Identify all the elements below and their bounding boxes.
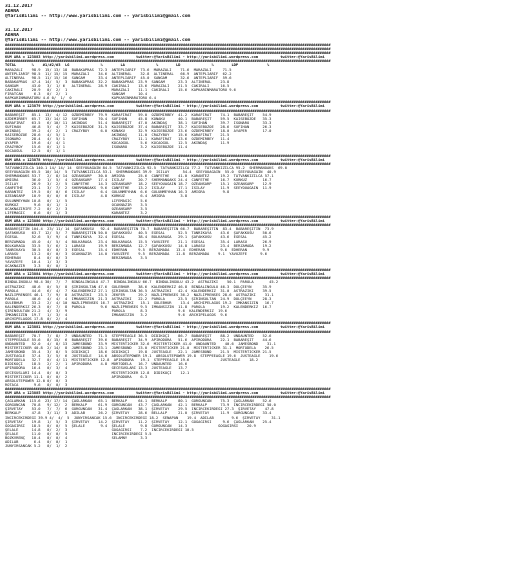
table-row: ABSOLUTEPOWER 12.0 0/ 0/ 3	[5, 378, 68, 383]
table-row: ŞIRVETAY 53.0 7/ 7/ 6 GÖRGÜNCAN 31.4 ÇAĞLARKAN 38.1 ŞIRVETAY 29.5 INCIRCEKIRDEĞI 27.3 ŞIRVETAY 47.8	[5, 407, 274, 412]
table-row: TANRIKAYA 30.5 0/ 0/ 3 EGESAL 15.4 EDHERAN 9.5 BERZAMADA 13.4 EDHERAN 9.6 EDHERAN 9.9	[5, 247, 270, 252]
hash-rule: ######################################################################################################################################################	[5, 395, 331, 400]
table-row: AKINDAŞ 39.2 4/ 2/ 1 CRAZYBOY 6.0 KONAKU 32.9 KAISEBOZOE 23.6 ÖZDEMIRBEY 18.0 AYAPER 17.0	[5, 128, 272, 133]
table-row: MISTERTICKER 11.1 0/ 0/ 2 APIRODORA 6.3	[5, 374, 148, 379]
table-row: BERZAMADA 45.0 4/ 5/ 4 BOLKARAĞA 23.4 BOLKARAĞA 15.5 YAVUZEFE 21.1 EGESAL 35.4 LARASU 26.9	[5, 239, 272, 244]
race-header: KUM ARA = 123885 http://yarisbilimi.wordpress.com twitter:@YarisBilimi - http://yarisbilimi.wordpress.com twitter:@YarisBilimi	[5, 390, 325, 395]
table-row: GÜLÜNMEYHAN 10.8 0/ 1/ 5 LIFEMAGIC 5.6	[5, 198, 148, 203]
hash-rule: ######################################################################################################################################################	[5, 47, 331, 52]
hash-rule: ######################################################################################################################################################	[5, 153, 331, 158]
spacer	[5, 19, 523, 28]
table-row: AMIGRA 36.0 1/ 5/ 4 ÖZEANSARP 17.4 ISILAY 20.7 SHERMANOAKS 24.4 CANFETHE 16.7 KÜRKÜZ 16.7	[5, 178, 272, 183]
race-header: KUM ARA = 123881 http://yarisbilimi.wordpress.com twitter:@YarisBilimi - http://yarisbilimi.wordpress.com twitter:@YarisBilimi	[5, 325, 325, 330]
hash-rule: ######################################################################################################################################################	[5, 329, 331, 334]
table-row: KARANTEZ 19.5 0/ 0/ 6 ISILAY 6.4 GÜLÜNMEYHAN 6.6 GÜLÜNMEYHAN 16.3 AMIGRA 9.8	[5, 190, 230, 195]
table-row: BINDALINGÜLÜ 98.4 30/ 7/ 7 BINDALINGÜLÜ 47.7 BINDALINGÜLÜ 66.7 BINDALINGÜLÜ 43.2 ASTRAZIKI 50.1 PAROLA 45.2	[5, 280, 279, 285]
race-header: KUM ARA = 123878 http://yarisbilimi.wordpress.com twitter:@YarisBilimi - http://yarisbilimi.wordpress.com twitter:@YarisBilimi	[5, 157, 325, 162]
table-row: BOZKVRENÇ 10.4 0/ 0/ 4 SELAMNY 3.3	[5, 436, 148, 440]
table-row: CRAZYBOY 15.6 0/ 1/ 1 ISONARO 3.2 KAISEBOZOE 11.4	[5, 145, 188, 150]
table-row: ŞELALE 14.8 0/ 2/ 3 GÖĞAĞIRSI 7.2 INCIRCEKIRDEĞI 10.5	[5, 427, 194, 432]
hash-rule: ######################################################################################################################################################	[5, 161, 331, 166]
table-row: GÜLEBHUR 33.2 2/ 4/ 10 NAZLIPRENSES 16.7 ASTRAZIKI 15.1 GÜLEBHUR 13.4 ARCHIPELAGOS 19.2 IMKANSIZIN 16.7	[5, 300, 274, 305]
table-row: BOLKARAĞA 33.5 5/ 6/ 1 LARASU 19.9 BERZAMADA 12.7 ŞAFAKKUSU 14.8 LARASU 23.4 BERZAMADA 19.2	[5, 243, 272, 248]
table-row: KAISEBOZOE 28.6 4/ 5/ 1 AKINDAŞ 11.0 CRAZYBOY 15.6 KARAFIRAT 21.5	[5, 133, 230, 138]
table-row: MISTERTICKER 40.8 2/ 14/ 8 JAMESBOND 23.1 JAMESBOND 23.0 MISTERTICKER 21.0 MISTERTICKER 31.1 MORTODELA 26.5	[5, 345, 274, 350]
hash-rule: ######################################################################################################################################################	[5, 51, 331, 56]
race-header: KUM ARA = 123884 http://yarisbilimi.wordpress.com twitter:@YarisBilimi - http://yarisbilimi.wordpress.com twitter:@YarisBilimi	[5, 272, 325, 277]
table-row: BABAKAPRAS 47.4 14/ 5/ 3 BABAKAPRAS 32.2 BABAKAPRAS 23.9 SANGAM 23.3 ALTINERAL 23.8	[5, 79, 230, 84]
table-row: OCAKNAZIRIFE 7.2 0/ 2/ 3 ÖZEANSARP 3.5	[5, 206, 148, 211]
table-row: ÇAĞLARKAN 115.6 23/ 17/ 14 ÇAĞLARKAN 65.1 BERKALP 64.1 BERKALP 80.1 GÖRGÜNCAN 75.3 ÇAĞLARKAN 52.6	[5, 399, 272, 404]
table-row: TATVANKIZILCA 140.1 14/ 14/ 14 SEEYOUAGAIN 84.5 TATVANKIZILCA 92.5 TATVANKIZILCA 77.2 TATVANKIZILCA 95.2 SHERMANOAKS 69.0	[5, 165, 287, 170]
hash-rule: ######################################################################################################################################################	[5, 223, 331, 228]
table-row: GÖRGÜNCAN 70.8 9/ 12/ 2 BERKALP 61.9 GÖRGÜNCAN 43.7 ÇAĞLARKAN 42.1 BERKALP 73.9 INCIRCEKIRDEĞI 50.0	[5, 403, 276, 408]
table-row: TOTAL % #1/#2/#3 LG % LA % LD % LDP %	[5, 63, 270, 68]
table-row: JAMESBOND 35.4 3/ 8/ 5 DIDIKOÇI 18.6 DIDIKOÇI 19.8 JUSTEAGLE 22.1 JAMESBOND 21.5 MISTERTICKER 21.5	[5, 350, 272, 355]
table-row: PAROLA 40.6 4/ 4/ 4 IMKANSIZIN 21.3 ASTRAZIKI 22.2 PAROLA 23.5 ŞIRINSULTAN 24.9 DOLÇEEYN 28.3	[5, 296, 272, 301]
credits-line: @YarisBilimi -- http://www.yarisbilimi.com -- yarisbilimi@gmail.com	[5, 14, 191, 19]
hash-rule: ######################################################################################################################################################	[5, 276, 331, 281]
date-line: 31.12.2017	[5, 4, 33, 9]
race-tables	[5, 51, 523, 448]
city-line-2: ADANA	[5, 33, 19, 38]
table-row: ÖZEANSARP 10.9 0/ 0/ 6 ISILAY 4.8 KÜRKÜZ 6.4 AMIGRA 3.8	[5, 194, 188, 199]
table-row: FIRATCAN 6.3 0/ 2/ 1 SANGAM 10.4	[5, 92, 148, 97]
table-row: ISILAY 26.9 3/ 2/ 5 CANFETHE 14.3 ÖZEANSARP 18.2 SEEYOUAGAIN 18.7 ÖZEANSARP 15.1 ÖZEANSARP 12.9	[5, 182, 272, 187]
hash-rule: ######################################################################################################################################################	[5, 59, 331, 64]
table-row: IMKANSIZIN 19.7 1/ 3/ 4 IMKANSIZIN 3.2 9.6 ARCHIPELAGOS 9.6	[5, 313, 228, 318]
hash-rule: ######################################################################################################################################################	[5, 100, 331, 105]
table-row: KÜRKÜZ 9.6 0/ 1/ 1 OCAKNAZIR 3.5	[5, 202, 148, 207]
table-row: KOCAOGUL 12.5 0/ 1/ 1	[5, 149, 65, 154]
table-row: EGESAL 52.6 5/ 9/ 4 TANRIKAYA 32.4 EGESAL 38.4 BOLKARAĞA 29.1 ŞAFAKKUSU 43.6 EGESAL 45.2	[5, 235, 272, 240]
table-row: INCIRCEKIRDEĞI 39.9 4/ 4/ 5 JUNYIRSANCAK 15.6 INCIRCEKIRDEĞI 18.2 SENAPAN 19.4 ADILAB 9.6 ŞIRVETAY 31.1	[5, 415, 281, 420]
table-row: LIFEMAGIC 6.6 0/ 1/ 3 KARANTEZ 3.2	[5, 210, 148, 215]
table-row: ASTRAZIKI 48.6 0/ 5/ 8 ŞIRINSULTAN 47.6 GÜLEBHUR 38.6 KALENDERKIZ 46.8 BINDALINGÜLÜ 46.3 DOLÇEEYN 35.9	[5, 284, 272, 289]
table-row: UNDAUNTED 52.0 4/ 8/ 13 JAMESBOND 33.9 MISTERTICKER 32.6 MISTERTICKER 41.0 UNDAUNTED 40.6 JAMESBOND 31.1	[5, 341, 276, 346]
table-row: STEPPEEAGLE 55.6 8/ 15/ 6 BABAREŞIT 39.6 BABAREŞIT 34.9 APIRODORA 51.6 APIRODORA 22.1 BABAREŞIT 44.6	[5, 337, 272, 342]
table-row: KALENDERKIZ 26.3 0/ 7/ 8 PAROLA 9.6 NAZLIPRENSES 9.5 IMKANSIZIN 11.8 PAROLA 19.2 KALENDERKIZ 16.7	[5, 305, 272, 309]
document	[5, 4, 523, 448]
table-row: JUSTEAGLE 37.4 3/ 5/ 6 JUSTEAGLE 14.6 ABSOLUTEPOWER 19.1 ABSOLUTEPOWER 19.8 STEPPEEAGLE 19.6 JUSTEAGLE 19.6	[5, 354, 279, 359]
table-row: OCAKNAZIR 3.3 0/ 0/ 1	[5, 264, 68, 269]
table-row: YAVUZEFE 10.4 1/ 3/ 3	[5, 259, 68, 264]
hash-rule: ######################################################################################################################################################	[5, 386, 331, 391]
table-row: NAZLIPRENSES 46.1 7/ 9/ 8 ASTRAZIKI 23.5 JEKFER 29.2 NAZLIPRENSES 36.2 NAZLIPRENSES 28.6 ASTRAZIKI 31.1	[5, 292, 274, 297]
table-row: MARAZALI 98.9 15/ 13/ 18 BABAKAPRAS 72.3 ANTEPLIARIF 73.6 MARAZALI 71.6 MARAZALI 71.5	[5, 67, 232, 72]
table-row: KAPKARINMARATORU 4.6 0/ 1/ 0 KAPKARINMARATORU 6.4	[5, 96, 156, 101]
race-header: KUM ARA = 123883 http://yarisbilimi.wordpress.com twitter:@YarisBilimi - http://yarisbilimi.wordpress.com twitter:@YarisBilimi	[5, 55, 325, 60]
table-row: GECESÜSLARI 14.4 0/ 0/ 3 MISTERTICKER 12.8 DIDIKOÇI 12.1	[5, 370, 190, 375]
table-row: EDHERAN 8.4 0/ 0/ 3 BERZAMADA 3.5	[5, 255, 148, 260]
table-row: ÖZDEMIRBEY 65.7 13/ 14/ 12 SUFIHAN 70.4 SUFIHAN 45.8 KONAKU 40.1 BABAREŞIT 59.5 KAISEBOZOE 35.3	[5, 116, 272, 121]
table-row: ARCHIPELAGOS 17.8 0/ 2/ 4	[5, 317, 68, 322]
table-row: ŞIRINSULTAN 21.2 4/ 3/ 9 PAROLA 8.3 9.6 KALENDERKIZ 19.6	[5, 309, 228, 314]
hash-rule: ######################################################################################################################################################	[5, 268, 331, 273]
table-row: BERKALP 47.8 3/ 11/ 3 ADILAB 26.2 ŞIRVETAY 28.6 BELLALP 21.0 ŞIRVETAY 11.9 GÖRGÜNCAN 33.4	[5, 411, 272, 416]
table-row: ANTEPLIARIF 98.5 11/ 15/ 15 MARAZALI 34.6 ALTINERAL 32.8 ALTINERAL 66.9 ANTEPLIARIF 62.2	[5, 71, 232, 76]
table-row: CAKIRALI 20.9 0/ 2/ 1 MARAZALI 11.1 CAKIRALI 15.6 KAPKARINMARATORU 9.6	[5, 88, 236, 93]
table-row: GÖĞAĞIRSI 18.5 0/ 0/ 5 ŞELALE 9.4 ŞELALE 9.8 GÖRGÜNCAN 14.3 GÖĞAĞIRSI 20.9	[5, 423, 256, 428]
table-row: ŞIRVETAY 19.8 1/ 5/ 3 ŞIRVETAY 14.2 ŞIRVETAY 11.2 ŞIRVETAY 12.1 GÖĞAĞIRSI 9.6 ÇAĞLARKAN 25.4	[5, 419, 272, 424]
table-row: SHERMANOAKS 53.7 2/ 8/ 14 ÖZEANSARP 30.0 AMIGRA 25.6 CANFETHE 41.0 KARANTEZ 19.2 TATVANKIZILCA 57.1	[5, 174, 274, 178]
table-row: MORTODELA 32.7 0/ 4/ 11 MISTERTICKER 12.8 APIRODORA 19.1 STEPPEEAGLE 19.6 JUSTEAGLE 18.2	[5, 358, 259, 363]
table-row: JUNYIRSANCAK 5.2 0/ 1/ 2	[5, 444, 68, 449]
table-row: ŞELALE 11.0 0/ 0/ 5 INCIRCEKIRDEĞI 5.5	[5, 431, 152, 436]
table-row: APIRODORA 16.4 0/ 3/ 4 GECESÜSLARI 13.3 JUSTEAGLE 13.7	[5, 366, 188, 371]
table-row: AYAPER 19.6 4/ 4/ 1 KOCAOGUL 5.6 KOCAOGUL 12.5 AKINDAŞ 11.9	[5, 141, 230, 146]
table-row: ADILAB 6.4 0/ 0/ 1	[5, 440, 68, 445]
table-row: CANFETHE 23.1 3/ 7/ 2 SHERMANOAKS 9.6 CANFETHE 13.2 ISILAY 17.1 ISILAY 11.9 SEEYOUAGAIN 11.9	[5, 186, 272, 191]
credits-line-2: @YarisBilimi -- http://www.yarisbilimi.com -- yarisbilimi@gmail.com	[5, 38, 191, 43]
table-row: LARASU 13.2 0/ 0/ 3 OCAKNAZIR 14.0 YAVUZEFE 9.5 BERZAMADA 11.8 BERZAMADA 9.1 YAVUZEFE 9.6	[5, 251, 267, 256]
table-row: KARAFIRAT 63.5 6/ 10/ 11 AKINDAS 51.4 BABAREŞIT 47.0 AKINDAŞ 38.1 SUFIHAN 39.7 ISONARO 33.3	[5, 120, 272, 125]
table-row: DIDIKOÇI 18.5 2/ 2/ 1 APIRODORA 4.8 MORTODELA 16.7 UNDAUNTED 16.6	[5, 362, 188, 367]
table-row: ALTINERAL 98.5 11/ 15/ 16 SANGAM 33.4 ANTEPLIARIF 45.0 SANGAM 32.6 ANTEPLIARIF 59.6	[5, 75, 232, 80]
table-row: BABAREŞIT 70.7 7/ 8/ 7 UNDAUNTED 71.5 STEPPEEAGLE 36.5 DIDIKOÇI 86.7 BABAREŞIT 88.2 UNDAUNTED 52.6	[5, 333, 272, 338]
hash-rule: ######################################################################################################################################################	[5, 321, 331, 326]
date-line-2: 31.12.2017	[5, 28, 33, 33]
table-row: BABAREŞIT 85.1 13/ 4/ 12 ÖZDEMIRBEY 79.9 KARAFIRAT 59.0 ÖZDEMIRBEY 41.2 KARAFIRAT 74.1 BABAREŞIT 54.9	[5, 112, 272, 117]
table-row: SANGAM 43.0 3/ 1/ 6 ALTINERAL 28.9 CAKIRALI 13.6 MARAZALI 21.5 CAKIRALI 16.5	[5, 83, 230, 88]
table-row: BABAREŞITIN 104.4 23/ 11/ 14 ŞAFAKKUSU 92.4 BABAREŞITIN 70.7 BABAREŞITIN 66.7 BABAREŞITIN 83.4 BABAREŞITIN 73.9	[5, 227, 274, 232]
hash-rule: ######################################################################################################################################################	[5, 43, 331, 47]
hash-rule: ######################################################################################################################################################	[5, 108, 331, 113]
table-row: ŞAFAKKUSU 63.7 12/ 5/ 7 BABAREŞITIN 50.0 ŞAFAKKUSU 40.5 EGESAL 52.5 TANRIKAYA 43.6 ŞAFAKKUSU 50.6	[5, 231, 272, 236]
table-row: SEEYOUAGAIN 65.5 10/ 14/ 5 TATVANKIZILCA 53.1 SHERMANOAKS 39.9 ISILAY 54.4 SEEYOUAGAIN 55.0 SEEYOUAGAIN 40.9	[5, 169, 276, 174]
table-row: ISONARO 28.4 4/ 5/ 1 CRAZYBOY 11.1 KARAFIRAT 13.6 ÖZDEMIRBEY 11.4	[5, 137, 230, 142]
race-header: KUM ARA = 123880 http://yarisbilimi.wordpress.com twitter:@YarisBilimi - http://yarisbilimi.wordpress.com twitter:@YarisBilimi	[5, 219, 325, 224]
city-line: ADANA	[5, 9, 19, 14]
race-header: KUM ARA = 123879 http://yarisbilimi.wordpress.com twitter:@YarisBilimi - http://yarisbilimi.wordpress.com twitter:@YarisBilimi	[5, 104, 325, 109]
table-row: ROTACA 9.6 0/ 0/ 3	[5, 382, 68, 387]
table-row: PAROLA 44.6 6/ 4/ 7 KALENDERKIZ 27.1 ŞIRINSULTAN 36.5 ASTRAZIKI 42.4 KALENDERKIZ 31.0 ASTRAZIKI 39.5	[5, 288, 272, 293]
hash-rule: ######################################################################################################################################################	[5, 214, 331, 219]
table-row: SUFIHAN 46.8 5/ 4/ 7 KAISEBOZOE 31.5 KAISEBOZOE 37.4 BABAREŞIT 33.7 KAISEBOZOE 28.6 SUFIHAN 26.3	[5, 124, 272, 129]
